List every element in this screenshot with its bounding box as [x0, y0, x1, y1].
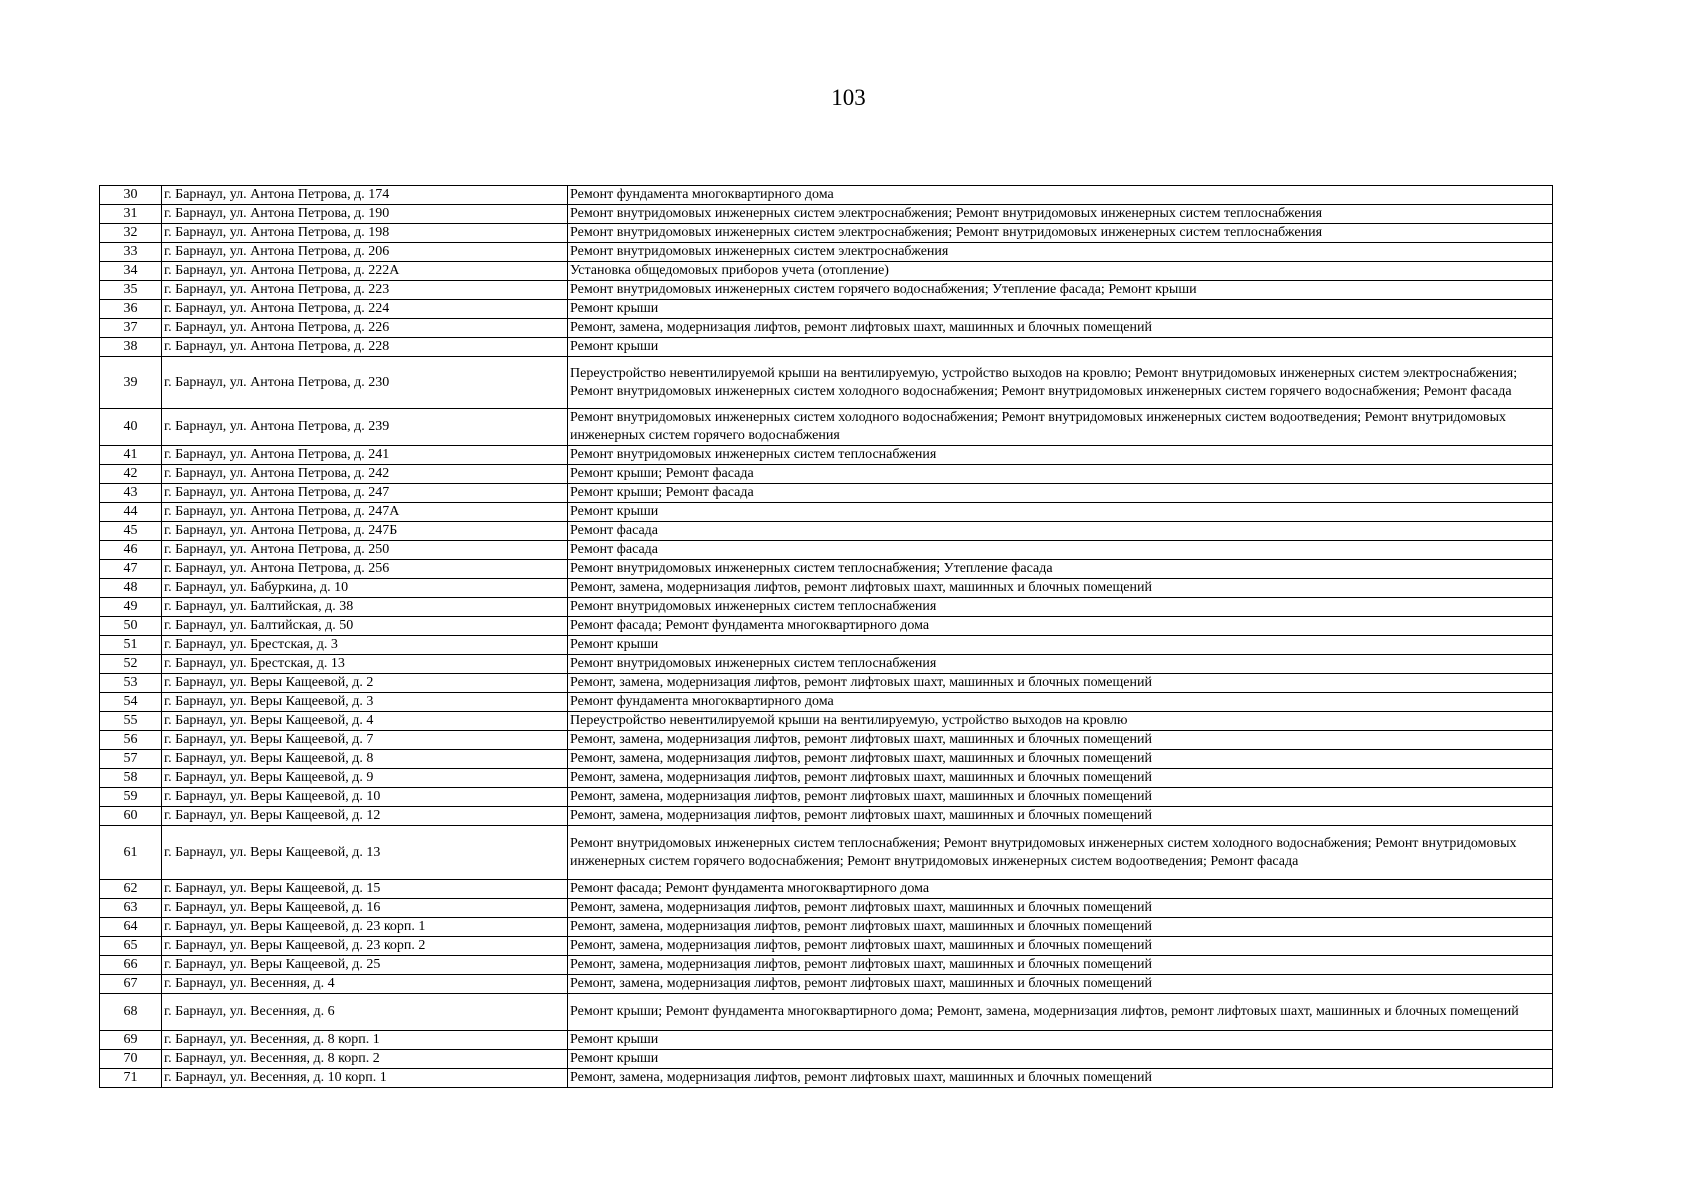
row-address: г. Барнаул, ул. Антона Петрова, д. 241 — [162, 446, 568, 465]
row-address: г. Барнаул, ул. Весенняя, д. 6 — [162, 994, 568, 1031]
row-number: 57 — [100, 750, 162, 769]
row-number: 65 — [100, 937, 162, 956]
row-works: Ремонт крыши — [568, 636, 1553, 655]
row-works: Ремонт фасада — [568, 522, 1553, 541]
row-number: 36 — [100, 300, 162, 319]
row-address: г. Барнаул, ул. Веры Кащеевой, д. 23 корп. 1 — [162, 918, 568, 937]
row-address: г. Барнаул, ул. Балтийская, д. 38 — [162, 598, 568, 617]
row-number: 39 — [100, 357, 162, 409]
table-row — [100, 1050, 1553, 1069]
table-row — [100, 750, 1553, 769]
table-row — [100, 899, 1553, 918]
table-row — [100, 560, 1553, 579]
row-works: Ремонт, замена, модернизация лифтов, ремонт лифтовых шахт, машинных и блочных помещений — [568, 319, 1553, 338]
row-works: Ремонт фасада; Ремонт фундамента многоквартирного дома — [568, 617, 1553, 636]
row-number: 40 — [100, 409, 162, 446]
row-number: 71 — [100, 1069, 162, 1088]
row-number: 64 — [100, 918, 162, 937]
row-works: Ремонт, замена, модернизация лифтов, ремонт лифтовых шахт, машинных и блочных помещений — [568, 788, 1553, 807]
repair-program-table — [99, 185, 1553, 1088]
row-address: г. Барнаул, ул. Балтийская, д. 50 — [162, 617, 568, 636]
row-number: 30 — [100, 186, 162, 205]
row-number: 51 — [100, 636, 162, 655]
table-row — [100, 484, 1553, 503]
row-number: 46 — [100, 541, 162, 560]
table-row — [100, 281, 1553, 300]
row-works: Ремонт внутридомовых инженерных систем теплоснабжения; Утепление фасада — [568, 560, 1553, 579]
table-row — [100, 731, 1553, 750]
row-number: 44 — [100, 503, 162, 522]
row-address: г. Барнаул, ул. Антона Петрова, д. 223 — [162, 281, 568, 300]
table-row — [100, 712, 1553, 731]
row-works: Ремонт крыши — [568, 1050, 1553, 1069]
table-row — [100, 994, 1553, 1031]
row-number: 42 — [100, 465, 162, 484]
row-works: Ремонт внутридомовых инженерных систем холодного водоснабжения; Ремонт внутридомовых инженерных систем водоотведения; Ремонт внутридомовых инженерных систем горячего водоснабжения — [568, 409, 1553, 446]
row-works: Ремонт фасада; Ремонт фундамента многоквартирного дома — [568, 880, 1553, 899]
row-number: 31 — [100, 205, 162, 224]
row-address: г. Барнаул, ул. Веры Кащеевой, д. 4 — [162, 712, 568, 731]
row-works: Ремонт внутридомовых инженерных систем электроснабжения; Ремонт внутридомовых инженерных систем теплоснабжения — [568, 224, 1553, 243]
row-works: Ремонт внутридомовых инженерных систем теплоснабжения — [568, 655, 1553, 674]
row-address: г. Барнаул, ул. Веры Кащеевой, д. 9 — [162, 769, 568, 788]
table-row — [100, 1069, 1553, 1088]
table-row — [100, 243, 1553, 262]
row-address: г. Барнаул, ул. Антона Петрова, д. 247А — [162, 503, 568, 522]
row-address: г. Барнаул, ул. Антона Петрова, д. 250 — [162, 541, 568, 560]
row-works: Ремонт внутридомовых инженерных систем электроснабжения — [568, 243, 1553, 262]
row-number: 58 — [100, 769, 162, 788]
row-address: г. Барнаул, ул. Весенняя, д. 4 — [162, 975, 568, 994]
row-address: г. Барнаул, ул. Антона Петрова, д. 206 — [162, 243, 568, 262]
row-number: 33 — [100, 243, 162, 262]
table-row — [100, 541, 1553, 560]
row-works: Ремонт фундамента многоквартирного дома — [568, 693, 1553, 712]
row-works: Ремонт, замена, модернизация лифтов, ремонт лифтовых шахт, машинных и блочных помещений — [568, 674, 1553, 693]
table-row — [100, 465, 1553, 484]
row-address: г. Барнаул, ул. Антона Петрова, д. 239 — [162, 409, 568, 446]
table-row — [100, 975, 1553, 994]
row-works: Ремонт крыши; Ремонт фасада — [568, 465, 1553, 484]
row-address: г. Барнаул, ул. Антона Петрова, д. 247 — [162, 484, 568, 503]
row-works: Ремонт, замена, модернизация лифтов, ремонт лифтовых шахт, машинных и блочных помещений — [568, 769, 1553, 788]
row-number: 55 — [100, 712, 162, 731]
row-address: г. Барнаул, ул. Веры Кащеевой, д. 16 — [162, 899, 568, 918]
table-row — [100, 446, 1553, 465]
row-works: Ремонт крыши — [568, 1031, 1553, 1050]
row-number: 66 — [100, 956, 162, 975]
row-address: г. Барнаул, ул. Брестская, д. 3 — [162, 636, 568, 655]
row-address: г. Барнаул, ул. Антона Петрова, д. 222А — [162, 262, 568, 281]
table-row — [100, 224, 1553, 243]
table-row — [100, 319, 1553, 338]
row-number: 60 — [100, 807, 162, 826]
table-row — [100, 807, 1553, 826]
row-address: г. Барнаул, ул. Весенняя, д. 10 корп. 1 — [162, 1069, 568, 1088]
row-number: 43 — [100, 484, 162, 503]
row-number: 67 — [100, 975, 162, 994]
row-address: г. Барнаул, ул. Веры Кащеевой, д. 13 — [162, 826, 568, 880]
row-address: г. Барнаул, ул. Весенняя, д. 8 корп. 2 — [162, 1050, 568, 1069]
row-address: г. Барнаул, ул. Антона Петрова, д. 228 — [162, 338, 568, 357]
row-address: г. Барнаул, ул. Бабуркина, д. 10 — [162, 579, 568, 598]
row-number: 41 — [100, 446, 162, 465]
table-row — [100, 300, 1553, 319]
row-number: 37 — [100, 319, 162, 338]
table-row — [100, 522, 1553, 541]
row-address: г. Барнаул, ул. Антона Петрова, д. 256 — [162, 560, 568, 579]
row-works: Ремонт внутридомовых инженерных систем теплоснабжения — [568, 446, 1553, 465]
row-address: г. Барнаул, ул. Веры Кащеевой, д. 25 — [162, 956, 568, 975]
table-row — [100, 693, 1553, 712]
row-number: 45 — [100, 522, 162, 541]
row-address: г. Барнаул, ул. Веры Кащеевой, д. 3 — [162, 693, 568, 712]
row-number: 63 — [100, 899, 162, 918]
table-row — [100, 409, 1553, 446]
row-number: 69 — [100, 1031, 162, 1050]
row-works: Ремонт, замена, модернизация лифтов, ремонт лифтовых шахт, машинных и блочных помещений — [568, 1069, 1553, 1088]
row-number: 50 — [100, 617, 162, 636]
row-number: 47 — [100, 560, 162, 579]
table-row — [100, 598, 1553, 617]
row-address: г. Барнаул, ул. Антона Петрова, д. 242 — [162, 465, 568, 484]
row-number: 68 — [100, 994, 162, 1031]
table-row — [100, 937, 1553, 956]
row-works: Ремонт крыши — [568, 338, 1553, 357]
table-row — [100, 338, 1553, 357]
row-works: Ремонт крыши — [568, 300, 1553, 319]
row-number: 54 — [100, 693, 162, 712]
row-address: г. Барнаул, ул. Антона Петрова, д. 230 — [162, 357, 568, 409]
table-row — [100, 262, 1553, 281]
row-address: г. Барнаул, ул. Антона Петрова, д. 226 — [162, 319, 568, 338]
table-row — [100, 826, 1553, 880]
row-number: 32 — [100, 224, 162, 243]
row-address: г. Барнаул, ул. Брестская, д. 13 — [162, 655, 568, 674]
row-works: Ремонт, замена, модернизация лифтов, ремонт лифтовых шахт, машинных и блочных помещений — [568, 956, 1553, 975]
table-row — [100, 636, 1553, 655]
row-works: Ремонт внутридомовых инженерных систем теплоснабжения; Ремонт внутридомовых инженерных систем холодного водоснабжения; Ремонт внутридомовых инженерных систем горячего водоснабжения; Ремонт внутридомовых инженерных систем водоотведения; Ремонт фасада — [568, 826, 1553, 880]
row-works: Ремонт, замена, модернизация лифтов, ремонт лифтовых шахт, машинных и блочных помещений — [568, 807, 1553, 826]
row-works: Ремонт фундамента многоквартирного дома — [568, 186, 1553, 205]
row-address: г. Барнаул, ул. Веры Кащеевой, д. 7 — [162, 731, 568, 750]
table-row — [100, 655, 1553, 674]
row-number: 56 — [100, 731, 162, 750]
row-works: Ремонт, замена, модернизация лифтов, ремонт лифтовых шахт, машинных и блочных помещений — [568, 579, 1553, 598]
row-works: Ремонт крыши — [568, 503, 1553, 522]
table-row — [100, 788, 1553, 807]
row-address: г. Барнаул, ул. Веры Кащеевой, д. 12 — [162, 807, 568, 826]
row-address: г. Барнаул, ул. Антона Петрова, д. 247Б — [162, 522, 568, 541]
row-address: г. Барнаул, ул. Веры Кащеевой, д. 15 — [162, 880, 568, 899]
table-row — [100, 186, 1553, 205]
row-works: Переустройство невентилируемой крыши на вентилируемую, устройство выходов на кровлю — [568, 712, 1553, 731]
row-works: Ремонт крыши; Ремонт фасада — [568, 484, 1553, 503]
table-row — [100, 880, 1553, 899]
table-row — [100, 357, 1553, 409]
row-number: 59 — [100, 788, 162, 807]
row-works: Ремонт, замена, модернизация лифтов, ремонт лифтовых шахт, машинных и блочных помещений — [568, 750, 1553, 769]
row-works: Ремонт, замена, модернизация лифтов, ремонт лифтовых шахт, машинных и блочных помещений — [568, 899, 1553, 918]
row-number: 34 — [100, 262, 162, 281]
row-address: г. Барнаул, ул. Веры Кащеевой, д. 8 — [162, 750, 568, 769]
row-works: Ремонт внутридомовых инженерных систем горячего водоснабжения; Утепление фасада; Ремонт крыши — [568, 281, 1553, 300]
row-address: г. Барнаул, ул. Весенняя, д. 8 корп. 1 — [162, 1031, 568, 1050]
row-number: 52 — [100, 655, 162, 674]
row-number: 35 — [100, 281, 162, 300]
row-number: 48 — [100, 579, 162, 598]
row-works: Переустройство невентилируемой крыши на вентилируемую, устройство выходов на кровлю; Ремонт внутридомовых инженерных систем электроснабжения; Ремонт внутридомовых инженерных систем холодного водоснабжения; Ремонт внутридомовых инженерных систем горячего водоснабжения; Ремонт фасада — [568, 357, 1553, 409]
row-works: Ремонт, замена, модернизация лифтов, ремонт лифтовых шахт, машинных и блочных помещений — [568, 731, 1553, 750]
table-row — [100, 579, 1553, 598]
row-address: г. Барнаул, ул. Антона Петрова, д. 224 — [162, 300, 568, 319]
page-number: 103 — [831, 85, 866, 110]
row-works: Установка общедомовых приборов учета (отопление) — [568, 262, 1553, 281]
row-address: г. Барнаул, ул. Антона Петрова, д. 198 — [162, 224, 568, 243]
row-works: Ремонт, замена, модернизация лифтов, ремонт лифтовых шахт, машинных и блочных помещений — [568, 975, 1553, 994]
row-number: 53 — [100, 674, 162, 693]
row-works: Ремонт, замена, модернизация лифтов, ремонт лифтовых шахт, машинных и блочных помещений — [568, 937, 1553, 956]
row-number: 38 — [100, 338, 162, 357]
table-row — [100, 956, 1553, 975]
row-address: г. Барнаул, ул. Веры Кащеевой, д. 2 — [162, 674, 568, 693]
row-works: Ремонт крыши; Ремонт фундамента многоквартирного дома; Ремонт, замена, модернизация лифтов, ремонт лифтовых шахт, машинных и блочных помещений — [568, 994, 1553, 1031]
row-number: 70 — [100, 1050, 162, 1069]
table-row — [100, 674, 1553, 693]
table-row — [100, 1031, 1553, 1050]
table-row — [100, 617, 1553, 636]
row-address: г. Барнаул, ул. Веры Кащеевой, д. 23 корп. 2 — [162, 937, 568, 956]
row-works: Ремонт фасада — [568, 541, 1553, 560]
row-number: 61 — [100, 826, 162, 880]
table-row — [100, 205, 1553, 224]
row-number: 62 — [100, 880, 162, 899]
table-row — [100, 769, 1553, 788]
row-address: г. Барнаул, ул. Антона Петрова, д. 190 — [162, 205, 568, 224]
row-address: г. Барнаул, ул. Веры Кащеевой, д. 10 — [162, 788, 568, 807]
row-works: Ремонт, замена, модернизация лифтов, ремонт лифтовых шахт, машинных и блочных помещений — [568, 918, 1553, 937]
row-number: 49 — [100, 598, 162, 617]
row-address: г. Барнаул, ул. Антона Петрова, д. 174 — [162, 186, 568, 205]
table-row — [100, 503, 1553, 522]
table-body — [100, 186, 1553, 1088]
row-works: Ремонт внутридомовых инженерных систем теплоснабжения — [568, 598, 1553, 617]
row-works: Ремонт внутридомовых инженерных систем электроснабжения; Ремонт внутридомовых инженерных систем теплоснабжения — [568, 205, 1553, 224]
table-row — [100, 918, 1553, 937]
